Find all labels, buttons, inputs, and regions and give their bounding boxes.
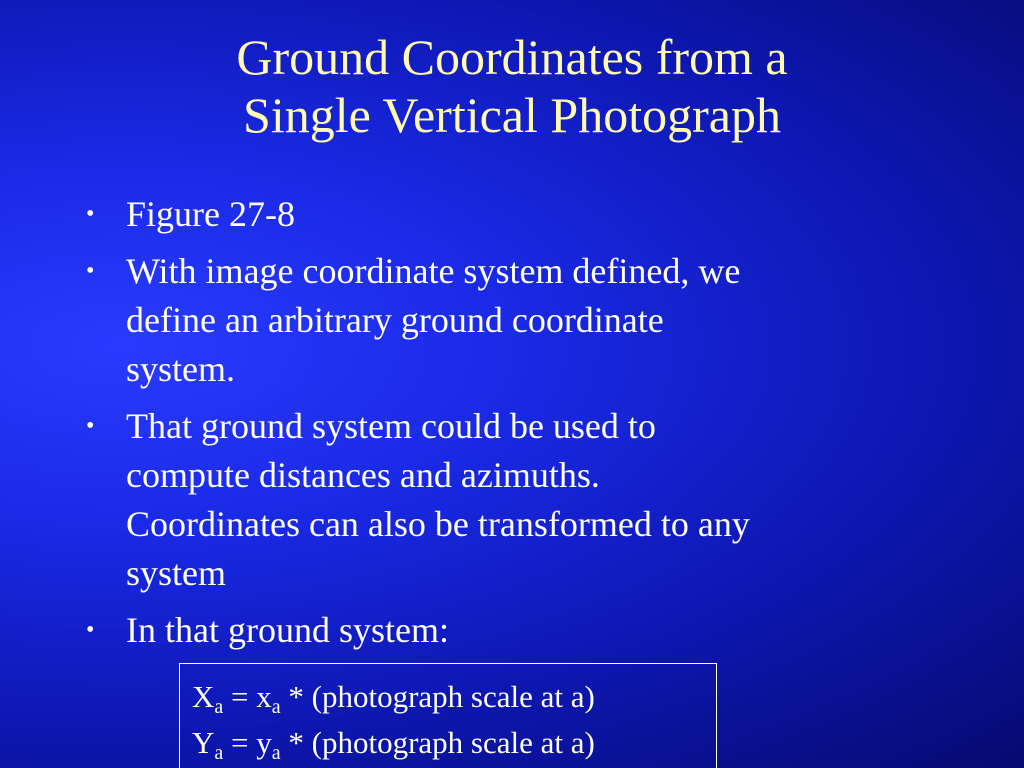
formula-rhs-sub: a <box>271 696 281 718</box>
bullet-icon: • <box>86 258 95 284</box>
formula-x <box>192 674 716 720</box>
bullet-item <box>80 247 960 394</box>
formula-eq: = <box>223 725 257 760</box>
slide-title <box>0 28 1024 144</box>
formula-lhs-sub: a <box>214 696 224 718</box>
bullet-text: Figure 27-8 <box>126 194 295 234</box>
formula-rhs-sub: a <box>271 742 281 764</box>
formula-y <box>192 720 716 766</box>
title-line-2: Single Vertical Photograph <box>243 87 781 143</box>
formula-lhs: Y <box>192 725 215 760</box>
formula-box <box>179 663 717 768</box>
bullet-item <box>80 190 960 239</box>
bullet-text: define an arbitrary ground coordinate <box>126 300 664 340</box>
formula-rhs: x <box>256 679 272 714</box>
formula-lhs: X <box>192 679 215 714</box>
formula-lhs-sub: a <box>214 742 224 764</box>
formula-rest: * (photograph scale at a) <box>280 725 595 760</box>
formula-eq: = <box>223 679 257 714</box>
formula-rest: * (photograph scale at a) <box>280 679 595 714</box>
bullet-icon: • <box>86 413 95 439</box>
bullet-text: system. <box>126 349 236 389</box>
bullet-text: compute distances and azimuths. <box>126 455 600 495</box>
bullet-icon: • <box>86 201 95 227</box>
bullet-text: system <box>126 553 227 593</box>
bullet-item <box>80 606 960 655</box>
title-line-1: Ground Coordinates from a <box>236 29 788 85</box>
formula-rhs: y <box>256 725 272 760</box>
bullet-text: In that ground system: <box>126 610 449 650</box>
bullet-text: That ground system could be used to <box>126 406 656 446</box>
bullet-list <box>80 190 960 663</box>
bullet-text: With image coordinate system defined, we <box>126 251 741 291</box>
bullet-item <box>80 402 960 598</box>
bullet-icon: • <box>86 617 95 643</box>
bullet-text: Coordinates can also be transformed to any <box>126 504 750 544</box>
